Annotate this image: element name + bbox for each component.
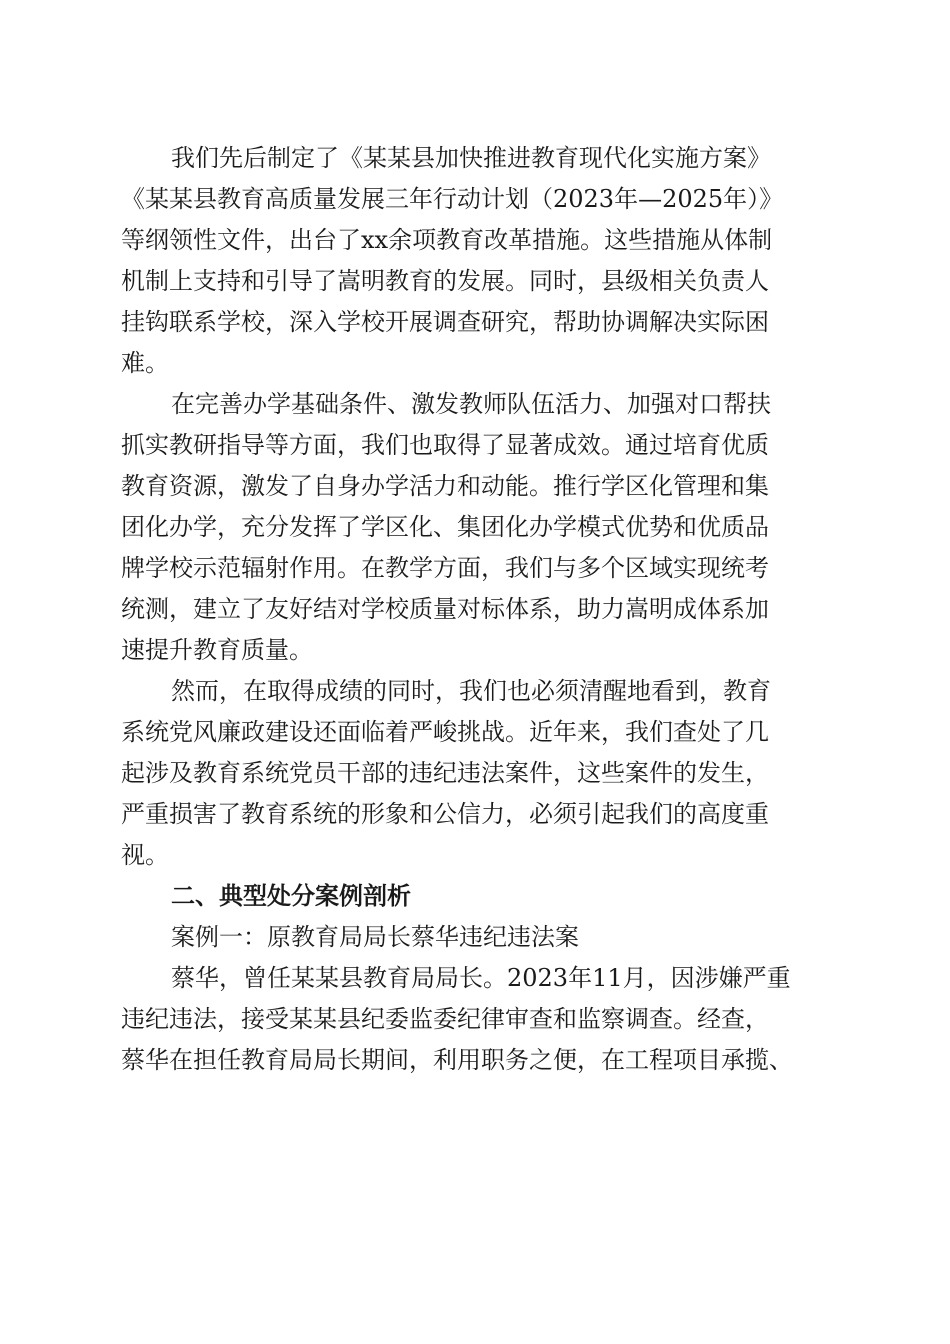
paragraph-line: 蔡华，曾任某某县教育局局长。2023年11月，因涉嫌严重 bbox=[171, 964, 791, 992]
paragraph-line: 我们先后制定了《某某县加快推进教育现代化实施方案》 bbox=[171, 144, 771, 172]
paragraph-line: 难。 bbox=[121, 349, 169, 377]
paragraph-line: 牌学校示范辐射作用。在教学方面，我们与多个区域实现统考 bbox=[121, 554, 769, 582]
paragraph-2 bbox=[121, 384, 829, 671]
section-heading: 二、典型处分案例剖析 bbox=[171, 882, 411, 910]
paragraph-line: 视。 bbox=[121, 841, 169, 869]
paragraph-line: 系统党风廉政建设还面临着严峻挑战。近年来，我们查处了几 bbox=[121, 718, 769, 746]
paragraph-line: 蔡华在担任教育局局长期间，利用职务之便，在工程项目承揽、 bbox=[121, 1046, 793, 1074]
paragraph-line: 等纲领性文件，出台了xx余项教育改革措施。这些措施从体制 bbox=[121, 226, 773, 254]
paragraph-line: 严重损害了教育系统的形象和公信力，必须引起我们的高度重 bbox=[121, 800, 769, 828]
document-body bbox=[121, 138, 829, 1081]
paragraph-line: 统测，建立了友好结对学校质量对标体系，助力嵩明成体系加 bbox=[121, 595, 769, 623]
paragraph-line: 抓实教研指导等方面，我们也取得了显著成效。通过培育优质 bbox=[121, 431, 769, 459]
paragraph-line: 在完善办学基础条件、激发教师队伍活力、加强对口帮扶 bbox=[171, 390, 771, 418]
paragraph-1 bbox=[121, 138, 829, 384]
paragraph-3 bbox=[121, 671, 829, 876]
case-title: 案例一：原教育局局长蔡华违纪违法案 bbox=[171, 923, 579, 951]
paragraph-line: 挂钩联系学校，深入学校开展调查研究，帮助协调解决实际困 bbox=[121, 308, 769, 336]
paragraph-line: 《某某县教育高质量发展三年行动计划（2023年—2025年）》 bbox=[121, 185, 784, 213]
paragraph-line: 起涉及教育系统党员干部的违纪违法案件，这些案件的发生， bbox=[121, 759, 769, 787]
paragraph-line: 教育资源，激发了自身办学活力和动能。推行学区化管理和集 bbox=[121, 472, 769, 500]
paragraph-line: 违纪违法，接受某某县纪委监委纪律审查和监察调查。经查， bbox=[121, 1005, 769, 1033]
paragraph-line: 然而，在取得成绩的同时，我们也必须清醒地看到，教育 bbox=[171, 677, 771, 705]
paragraph-line: 团化办学，充分发挥了学区化、集团化办学模式优势和优质品 bbox=[121, 513, 769, 541]
paragraph-line: 速提升教育质量。 bbox=[121, 636, 313, 664]
paragraph-4 bbox=[121, 958, 829, 1081]
paragraph-line: 机制上支持和引导了嵩明教育的发展。同时，县级相关负责人 bbox=[121, 267, 769, 295]
